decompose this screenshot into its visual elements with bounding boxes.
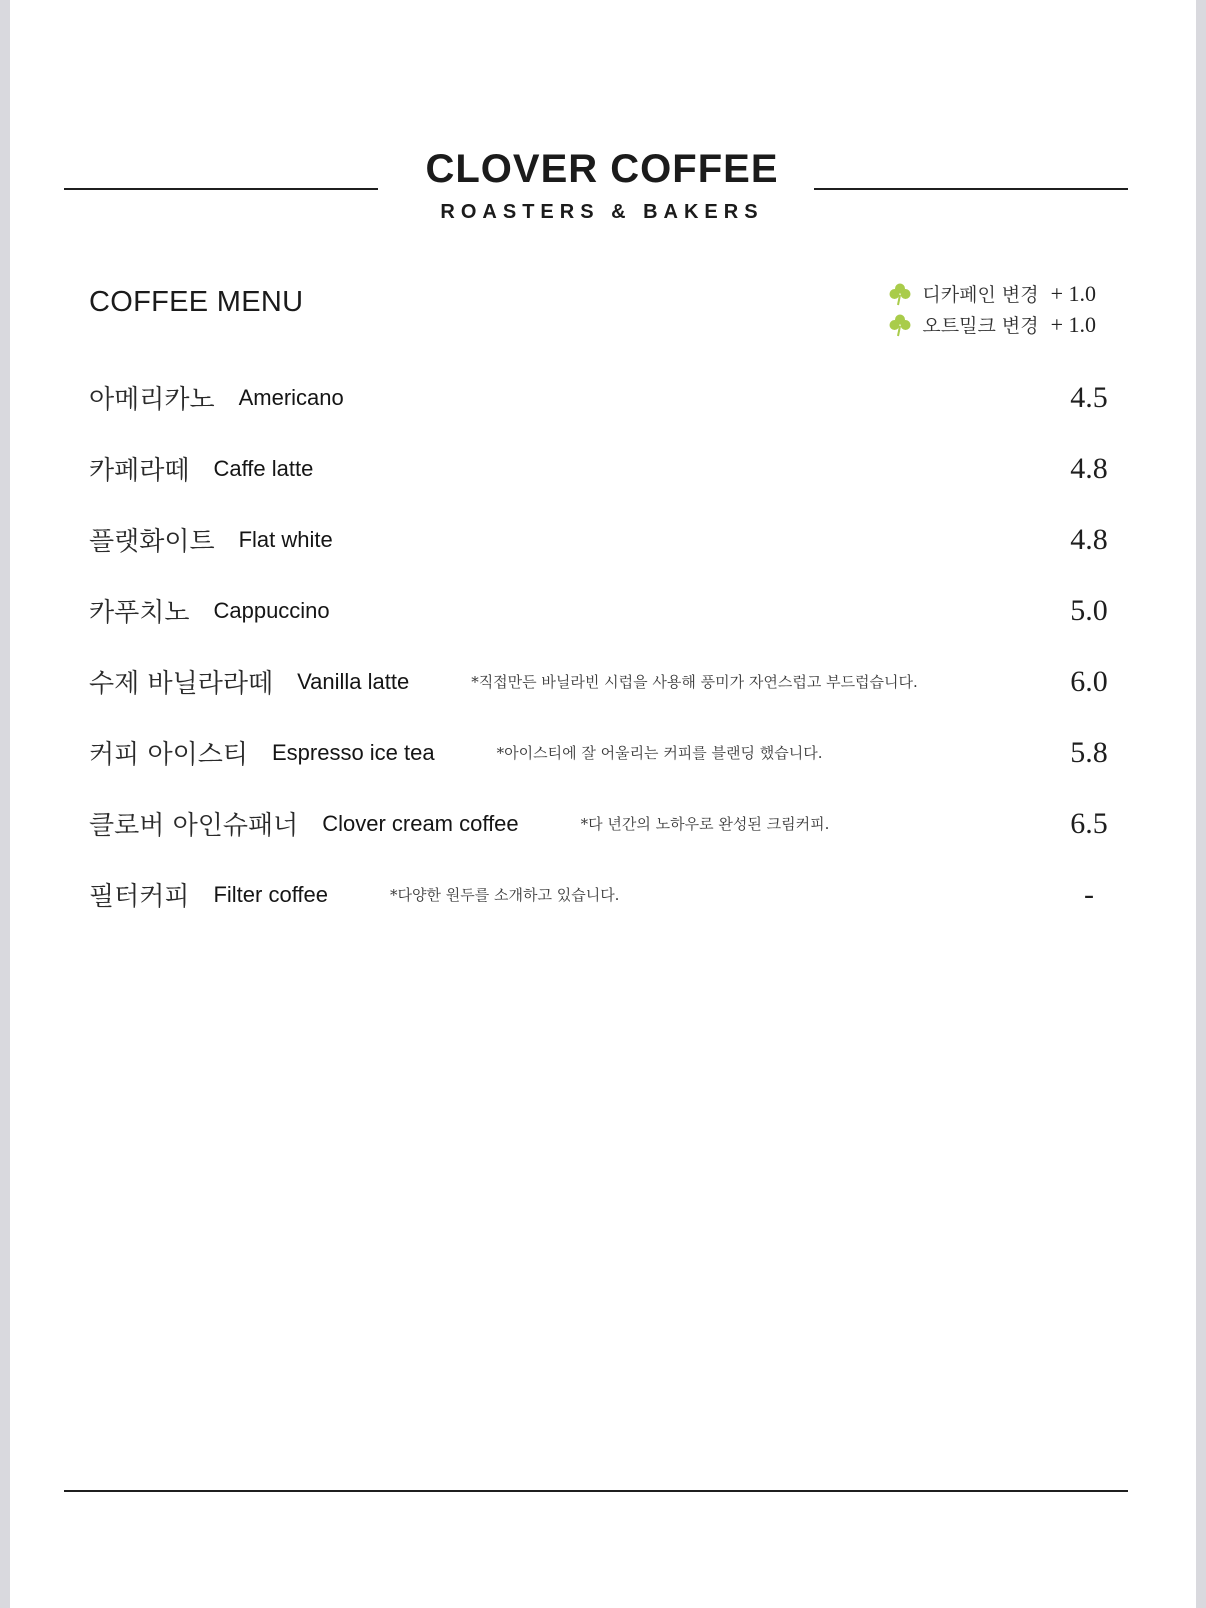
- clover-icon: [888, 313, 912, 337]
- item-english-name: Clover cream coffee: [322, 810, 519, 836]
- menu-item-cappuccino: [89, 575, 1119, 646]
- item-note: *다양한 원두를 소개하고 있습니다.: [390, 886, 620, 904]
- menu-item-filter-coffee: [89, 859, 1119, 930]
- option-oatmilk: [888, 309, 1096, 340]
- item-price: 5.8: [1070, 735, 1108, 769]
- item-english-name: Flat white: [238, 526, 333, 552]
- menu-title: COFFEE MENU: [89, 286, 304, 318]
- menu-item-vanilla-latte: [89, 646, 1119, 717]
- item-price: 4.8: [1070, 522, 1108, 556]
- item-note: *다 년간의 노하우로 완성된 크림커피.: [580, 815, 830, 833]
- option-label: 디카페인 변경: [922, 284, 1039, 306]
- item-korean-name: 클로버 아인슈패너: [89, 811, 299, 841]
- menu-item-flat-white: [89, 504, 1119, 575]
- item-price: 5.0: [1070, 593, 1108, 627]
- item-korean-name: 카페라떼: [89, 456, 190, 486]
- item-english-name: Cappuccino: [213, 597, 330, 623]
- item-korean-name: 필터커피: [89, 882, 190, 912]
- item-price: -: [1084, 877, 1094, 911]
- item-korean-name: 커피 아이스티: [89, 740, 248, 770]
- brand-name: CLOVER COFFEE: [425, 147, 779, 191]
- brand-subtitle: ROASTERS & BAKERS: [440, 201, 764, 223]
- footer-rule: [64, 1490, 1128, 1492]
- item-price: 4.8: [1070, 451, 1108, 485]
- item-english-name: Filter coffee: [213, 881, 329, 907]
- item-english-name: Americano: [238, 384, 344, 410]
- option-price: + 1.0: [1050, 280, 1096, 306]
- brand-logo: [390, 145, 814, 225]
- item-price: 6.0: [1070, 664, 1108, 698]
- item-price: 4.5: [1070, 380, 1108, 414]
- item-korean-name: 플랫화이트: [89, 527, 215, 557]
- header-rule-right: [814, 188, 1128, 190]
- item-english-name: Caffe latte: [213, 455, 314, 481]
- option-price: + 1.0: [1050, 311, 1096, 337]
- item-korean-name: 카푸치노: [89, 598, 190, 628]
- item-korean-name: 수제 바닐라라떼: [89, 669, 274, 699]
- header-rule-left: [64, 188, 378, 190]
- item-price: 6.5: [1070, 806, 1108, 840]
- item-note: *직접만든 바닐라빈 시럽을 사용해 풍미가 자연스럽고 부드럽습니다.: [471, 673, 918, 691]
- menu-page: [10, 0, 1196, 1608]
- item-korean-name: 아메리카노: [89, 385, 215, 415]
- item-english-name: Vanilla latte: [297, 668, 410, 694]
- option-label: 오트밀크 변경: [922, 315, 1039, 337]
- menu-item-espresso-ice-tea: [89, 717, 1119, 788]
- menu-list: [89, 362, 1119, 930]
- item-english-name: Espresso ice tea: [271, 739, 435, 765]
- option-list: [888, 278, 1096, 340]
- option-decaf: [888, 278, 1096, 309]
- clover-icon: [888, 282, 912, 306]
- menu-item-clover-cream-coffee: [89, 788, 1119, 859]
- menu-item-caffe-latte: [89, 433, 1119, 504]
- item-note: *아이스티에 잘 어울리는 커피를 블랜딩 했습니다.: [496, 744, 823, 762]
- menu-item-americano: [89, 362, 1119, 433]
